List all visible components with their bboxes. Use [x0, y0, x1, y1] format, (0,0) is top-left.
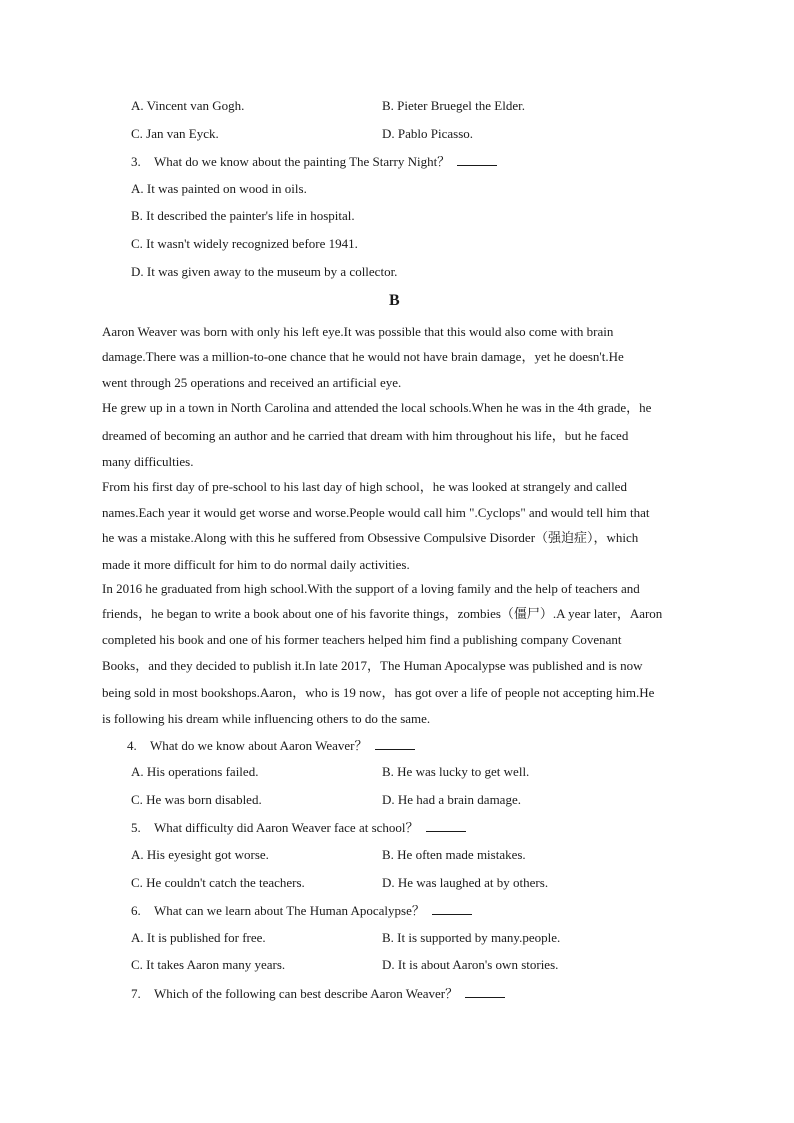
- q5-option-d[interactable]: D. He was laughed at by others.: [382, 875, 549, 890]
- question-number: 4.: [127, 738, 137, 753]
- passage-line: friends，he began to write a book about one of his favorite things，zombies（僵尸）.A year later，Aaron: [102, 606, 663, 621]
- q3-option-b[interactable]: B. It described the painter's life in hospital.: [131, 208, 355, 223]
- passage-line: he was a mistake.Along with this he suffered from Obsessive Compulsive Disorder（强迫症），which: [102, 530, 639, 545]
- question-text: What do we know about Aaron Weaver？: [150, 738, 368, 753]
- q2-option-a[interactable]: A. Vincent van Gogh.: [131, 98, 245, 113]
- answer-blank[interactable]: [432, 902, 472, 915]
- passage-line: went through 25 operations and received an artificial eye.: [102, 375, 402, 390]
- q5-option-c[interactable]: C. He couldn't catch the teachers.: [131, 875, 305, 890]
- question-6: [131, 902, 472, 919]
- passage-line: damage.There was a million-to-one chance that he would not have brain damage，yet he doesn't.He: [102, 349, 624, 364]
- q2-option-c[interactable]: C. Jan van Eyck.: [131, 126, 219, 141]
- answer-blank[interactable]: [426, 819, 466, 832]
- q4-option-a[interactable]: A. His operations failed.: [131, 764, 259, 779]
- q6-option-c[interactable]: C. It takes Aaron many years.: [131, 957, 286, 972]
- passage-line: Books，and they decided to publish it.In late 2017，The Human Apocalypse was published and is now: [102, 658, 643, 673]
- question-5: [131, 819, 466, 836]
- answer-blank[interactable]: [465, 985, 505, 998]
- passage-line: is following his dream while influencing others to do the same.: [102, 711, 431, 726]
- question-text: What do we know about the painting The Starry Night？: [154, 154, 451, 169]
- q6-option-d[interactable]: D. It is about Aaron's own stories.: [382, 957, 559, 972]
- question-number: 6.: [131, 903, 141, 918]
- q6-option-a[interactable]: A. It is published for free.: [131, 930, 266, 945]
- question-number: 5.: [131, 820, 141, 835]
- passage-line: names.Each year it would get worse and worse.People would call him ".Cyclops" and would tell him that: [102, 505, 650, 520]
- answer-blank[interactable]: [457, 153, 497, 166]
- question-3: [131, 153, 497, 170]
- q4-option-b[interactable]: B. He was lucky to get well.: [382, 764, 530, 779]
- q6-option-b[interactable]: B. It is supported by many.people.: [382, 930, 561, 945]
- passage-line: made it more difficult for him to do normal daily activities.: [102, 557, 410, 572]
- q2-option-b[interactable]: B. Pieter Bruegel the Elder.: [382, 98, 525, 113]
- passage-line: dreamed of becoming an author and he carried that dream with him throughout his life，but he faced: [102, 428, 629, 443]
- question-text: What difficulty did Aaron Weaver face at school？: [154, 820, 419, 835]
- section-heading: B: [389, 292, 400, 309]
- passage-line: completed his book and one of his former teachers helped him find a publishing company Covenant: [102, 632, 622, 647]
- question-4: [127, 737, 415, 754]
- q3-option-c[interactable]: C. It wasn't widely recognized before 1941.: [131, 236, 358, 251]
- answer-blank[interactable]: [375, 737, 415, 750]
- q4-option-d[interactable]: D. He had a brain damage.: [382, 792, 521, 807]
- passage-line: being sold in most bookshops.Aaron，who is 19 now，has got over a life of people not accepting him.He: [102, 685, 655, 700]
- question-number: 7.: [131, 986, 141, 1001]
- passage-line: In 2016 he graduated from high school.With the support of a loving family and the help of teachers and: [102, 581, 640, 596]
- q5-option-b[interactable]: B. He often made mistakes.: [382, 847, 526, 862]
- passage-line: From his first day of pre-school to his last day of high school，he was looked at strangely and called: [102, 479, 627, 494]
- question-text: What can we learn about The Human Apocalypse？: [154, 903, 425, 918]
- question-number: 3.: [131, 154, 141, 169]
- q4-option-c[interactable]: C. He was born disabled.: [131, 792, 262, 807]
- question-text: Which of the following can best describe Aaron Weaver？: [154, 986, 459, 1001]
- q5-option-a[interactable]: A. His eyesight got worse.: [131, 847, 269, 862]
- q2-option-d[interactable]: D. Pablo Picasso.: [382, 126, 473, 141]
- question-7: [131, 985, 505, 1002]
- passage-line: many difficulties.: [102, 454, 194, 469]
- q3-option-a[interactable]: A. It was painted on wood in oils.: [131, 181, 307, 196]
- passage-line: Aaron Weaver was born with only his left eye.It was possible that this would also come with brain: [102, 324, 614, 339]
- passage-line: He grew up in a town in North Carolina and attended the local schools.When he was in the 4th grade，he: [102, 400, 652, 415]
- q3-option-d[interactable]: D. It was given away to the museum by a collector.: [131, 264, 398, 279]
